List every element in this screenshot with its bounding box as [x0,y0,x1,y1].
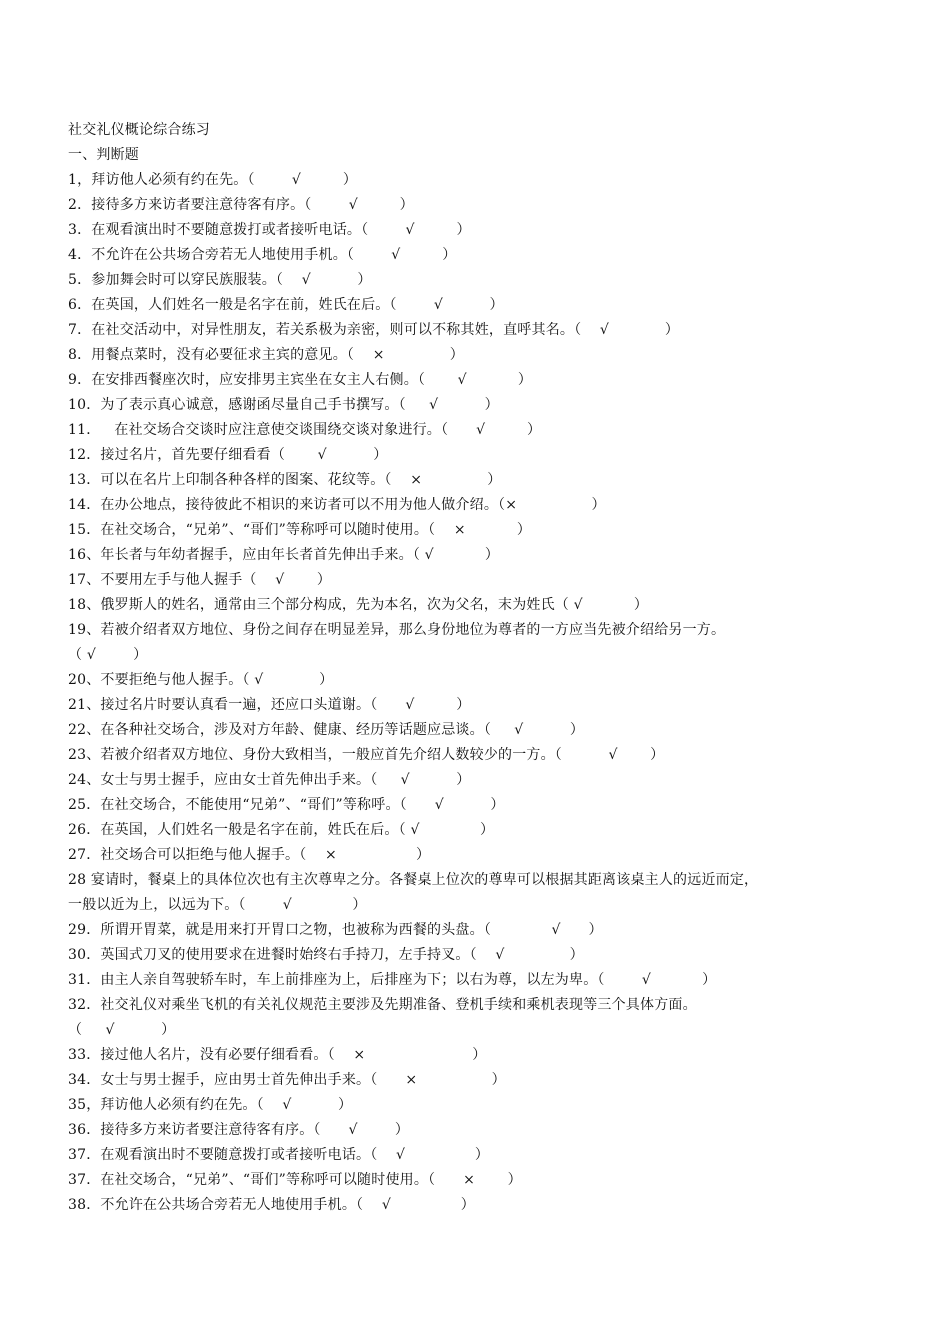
question-line: 20、不要拒绝与他人握手。（ √ ） [68,672,334,688]
question-line: 6．在英国，人们姓名一般是名字在前，姓氏在后。（ √ ） [68,297,504,313]
question-line: 11． 在社交场合交谈时应注意使交谈围绕交谈对象进行。（ √ ） [68,422,542,438]
question-line: 1，拜访他人必须有约在先。（ √ ） [68,172,358,188]
question-line: 27．社交场合可以拒绝与他人握手。（ × ） [68,847,431,863]
question-line: 5．参加舞会时可以穿民族服装。（ √ ） [68,272,372,288]
question-line: 37．在观看演出时不要随意拨打或者接听电话。（ √ ） [68,1147,490,1163]
question-line: 16、年长者与年幼者握手，应由年长者首先伸出手来。（ √ ） [68,547,500,563]
question-list [68,168,888,1218]
question-line: 3．在观看演出时不要随意拨打或者接听电话。（ √ ） [68,222,471,238]
question-line: 32．社交礼仪对乘坐飞机的有关礼仪规范主要涉及先期准备、登机手续和乘机表现等三个具体方面。 [68,997,697,1013]
question-line: 17、不要用左手与他人握手（ √ ） [68,572,332,588]
question-line: 19、若被介绍者双方地位、身份之间存在明显差异，那么身份地位为尊者的一方应当先被介绍给另一方。 [68,622,726,638]
question-line: 38．不允许在公共场合旁若无人地使用手机。（ √ ） [68,1197,475,1213]
question-line: 14．在办公地点，接待彼此不相识的来访者可以不用为他人做介绍。（× ） [68,497,606,513]
question-line: 4．不允许在公共场合旁若无人地使用手机。（ √ ） [68,247,457,263]
question-line: 7．在社交活动中，对异性朋友，若关系极为亲密，则可以不称其姓，直呼其名。（ √ ） [68,322,680,338]
question-line: 9．在安排西餐座次时，应安排男主宾坐在女主人右侧。（ √ ） [68,372,533,388]
question-line: 28 宴请时，餐桌上的具体位次也有主次尊卑之分。各餐桌上位次的尊卑可以根据其距离该桌主人的远近而定， [68,872,759,888]
question-line: 25．在社交场合，不能使用“兄弟”、“哥们”等称呼。（ √ ） [68,797,505,813]
document-title: 社交礼仪概论综合练习 [68,122,210,138]
question-line: 31．由主人亲自驾驶轿车时，车上前排座为上，后排座为下；以右为尊，以左为卑。（ √ ） [68,972,717,988]
question-line: 8．用餐点菜时，没有必要征求主宾的意见。（ × ） [68,347,464,363]
question-line: 15．在社交场合，“兄弟”、“哥们”等称呼可以随时使用。（ × ） [68,522,532,538]
question-line: （ √ ） [68,647,148,663]
question-line: （ √ ） [68,1022,176,1038]
question-line: 30．英国式刀叉的使用要求在进餐时始终右手持刀，左手持叉。（ √ ） [68,947,584,963]
question-line: 18、俄罗斯人的姓名，通常由三个部分构成，先为本名，次为父名，末为姓氏（ √ ） [68,597,649,613]
question-line: 13．可以在名片上印制各种各样的图案、花纹等。（ × ） [68,472,502,488]
question-line: 23、若被介绍者双方地位、身份大致相当，一般应首先介绍人数较少的一方。（ √ ） [68,747,665,763]
question-line: 35，拜访他人必须有约在先。（ √ ） [68,1097,353,1113]
question-line: 2．接待多方来访者要注意待客有序。（ √ ） [68,197,414,213]
question-line: 29．所谓开胃菜，就是用来打开胃口之物，也被称为西餐的头盘。（ √ ） [68,922,603,938]
question-line: 一般以近为上，以远为下。（ √ ） [68,897,367,913]
question-line: 34．女士与男士握手，应由男士首先伸出手来。（ × ） [68,1072,506,1088]
question-line: 37．在社交场合，“兄弟”、“哥们”等称呼可以随时使用。（ × ） [68,1172,522,1188]
question-line: 26．在英国，人们姓名一般是名字在前，姓氏在后。（ √ ） [68,822,495,838]
section-heading: 一、判断题 [68,147,139,163]
document-page [68,118,888,1218]
question-line: 36．接待多方来访者要注意待客有序。（ √ ） [68,1122,410,1138]
question-line: 24、女士与男士握手，应由女士首先伸出手来。（ √ ） [68,772,471,788]
question-line: 22、在各种社交场合，涉及对方年龄、健康、经历等话题应忌谈。（ √ ） [68,722,585,738]
question-line: 10．为了表示真心诚意，感谢函尽量自己手书撰写。（ √ ） [68,397,499,413]
question-line: 12．接过名片，首先要仔细看看（ √ ） [68,447,388,463]
question-line: 33．接过他人名片，没有必要仔细看看。（ × ） [68,1047,487,1063]
question-line: 21、接过名片时要认真看一遍，还应口头道谢。（ √ ） [68,697,471,713]
